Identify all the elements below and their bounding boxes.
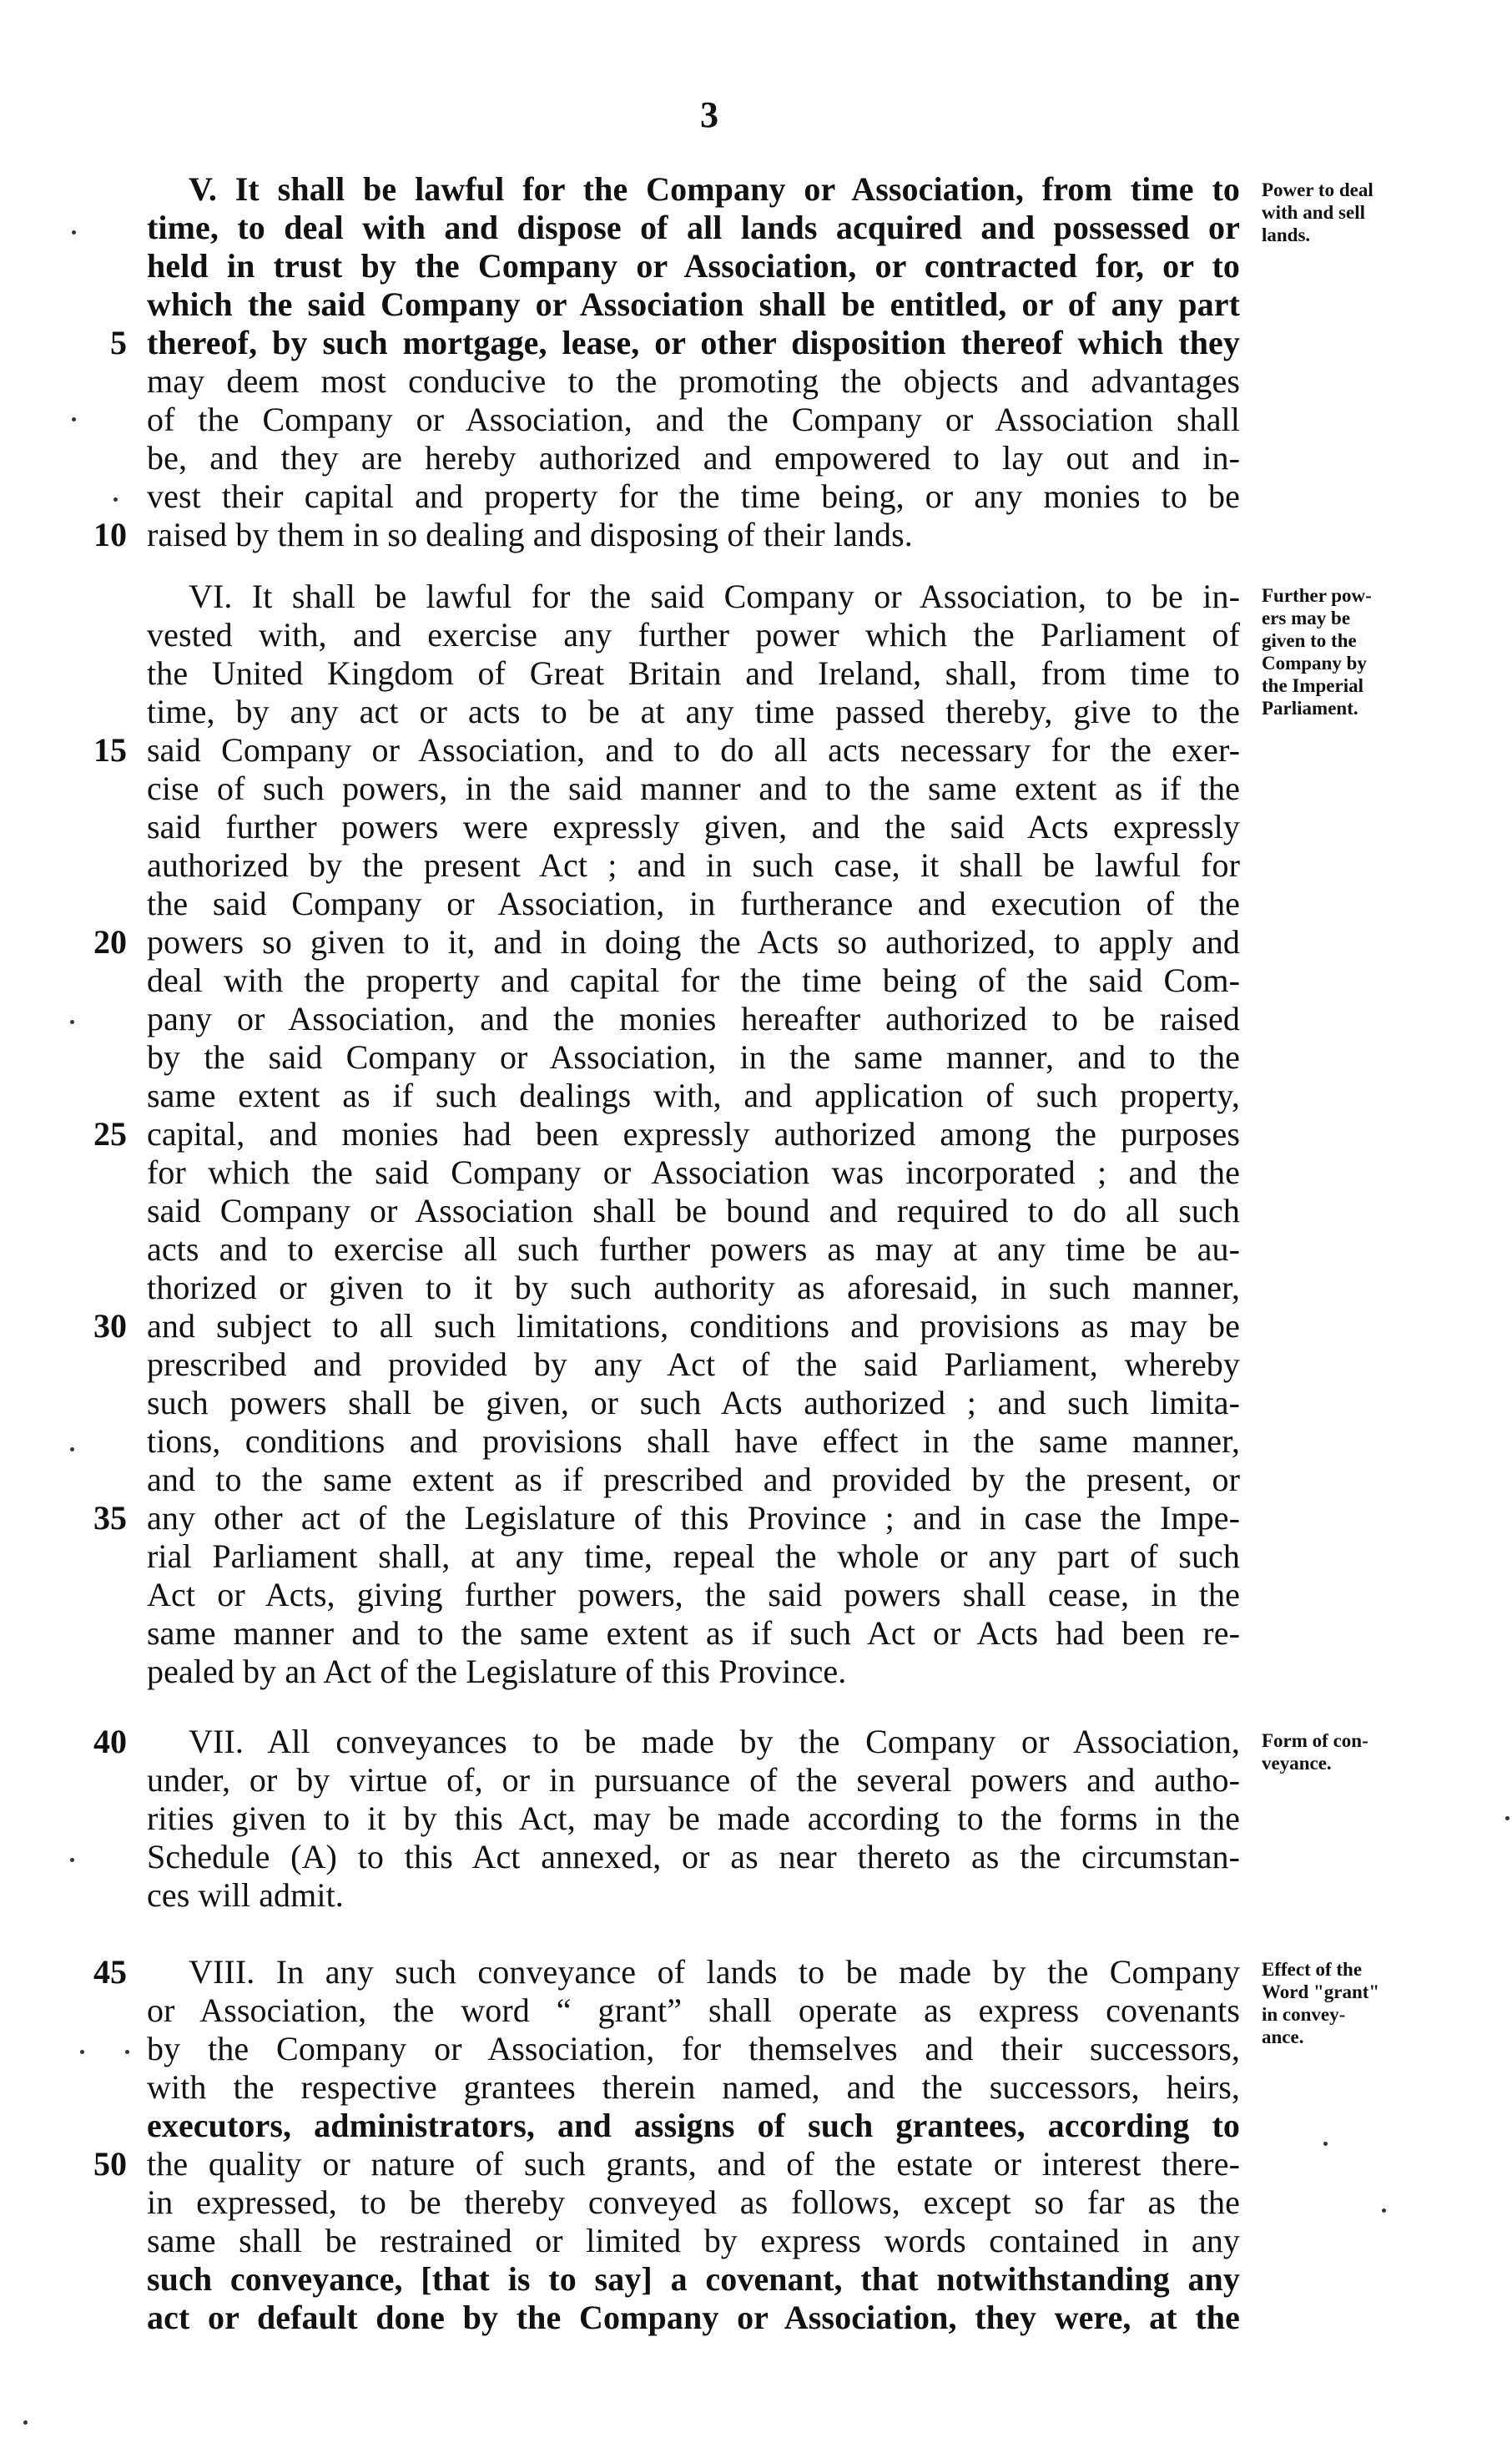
body-line: time, by any act or acts to be at any time passed thereby, give to the bbox=[147, 693, 1240, 730]
margin-note-line: Form of con- bbox=[1262, 1730, 1368, 1751]
body-line: or Association, the word “ grant” shall operate as express covenants bbox=[147, 1991, 1240, 2029]
body-line: the United Kingdom of Great Britain and Ireland, shall, from time to bbox=[147, 654, 1240, 692]
line-number: 10 bbox=[93, 516, 127, 553]
body-line: any other act of the Legislature of this Province ; and in case the Impe- bbox=[147, 1499, 1240, 1537]
body-line: said further powers were expressly given, and the said Acts expressly bbox=[147, 808, 1240, 845]
body-line: such powers shall be given, or such Acts authorized ; and such limita- bbox=[147, 1384, 1240, 1421]
body-line: and subject to all such limitations, conditions and provisions as may be bbox=[147, 1307, 1240, 1345]
scan-speck bbox=[70, 1447, 74, 1451]
line-number: 45 bbox=[93, 1953, 127, 1991]
body-line: and to the same extent as if prescribed and provided by the present, or bbox=[147, 1461, 1240, 1498]
scan-speck bbox=[70, 1858, 74, 1862]
body-line: same shall be restrained or limited by express words contained in any bbox=[147, 2222, 1240, 2259]
margin-note-line: in convey- bbox=[1262, 2004, 1346, 2025]
body-line: with the respective grantees therein named, and the successors, heirs, bbox=[147, 2068, 1240, 2106]
body-line: may deem most conducive to the promoting the objects and advantages bbox=[147, 362, 1240, 400]
scan-speck bbox=[125, 2050, 129, 2054]
body-line: in expressed, to be thereby conveyed as follows, except so far as the bbox=[147, 2183, 1240, 2221]
margin-note-line: Company by bbox=[1262, 653, 1367, 674]
margin-note-line: Effect of the bbox=[1262, 1959, 1363, 1980]
line-number: 15 bbox=[93, 731, 127, 769]
body-line: pealed by an Act of the Legislature of this Province. bbox=[147, 1653, 847, 1690]
line-number: 40 bbox=[93, 1723, 127, 1760]
scan-speck bbox=[70, 1020, 74, 1024]
body-line: of the Company or Association, and the Company or Association shall bbox=[147, 401, 1240, 438]
scan-speck bbox=[72, 230, 76, 235]
margin-note-line: Word "grant" bbox=[1262, 1981, 1380, 2002]
scan-speck bbox=[80, 2050, 84, 2054]
line-number: 20 bbox=[93, 923, 127, 961]
body-line: thereof, by such mortgage, lease, or other disposition thereof which they bbox=[147, 324, 1240, 361]
margin-note bbox=[1262, 1729, 1487, 1774]
line-number: 5 bbox=[110, 324, 127, 361]
body-line: VI. It shall be lawful for the said Company or Association, to be in- bbox=[189, 578, 1240, 615]
margin-note bbox=[1262, 584, 1487, 719]
scan-speck bbox=[23, 2420, 28, 2425]
margin-note-line: veyance. bbox=[1262, 1753, 1332, 1774]
body-line: by the said Company or Association, in the same manner, and to the bbox=[147, 1038, 1240, 1076]
body-line: same extent as if such dealings with, and application of such property, bbox=[147, 1077, 1240, 1114]
page-number: 3 bbox=[700, 94, 718, 135]
body-line: executors, administrators, and assigns of such grantees, according to bbox=[147, 2107, 1240, 2144]
line-number: 35 bbox=[93, 1499, 127, 1537]
body-line: tions, conditions and provisions shall have effect in the same manner, bbox=[147, 1422, 1240, 1460]
body-line: by the Company or Association, for themselves and their successors, bbox=[147, 2030, 1240, 2067]
body-line: powers so given to it, and in doing the Acts so authorized, to apply and bbox=[147, 923, 1240, 961]
margin-note-line: Further pow- bbox=[1262, 585, 1372, 606]
body-line: raised by them in so dealing and disposing of their lands. bbox=[147, 516, 913, 553]
margin-note-line: given to the bbox=[1262, 630, 1357, 651]
body-line: VIII. In any such conveyance of lands to be made by the Company bbox=[189, 1953, 1240, 1991]
body-line: rial Parliament shall, at any time, repeal the whole or any part of such bbox=[147, 1537, 1240, 1575]
body-line: be, and they are hereby authorized and empowered to lay out and in- bbox=[147, 439, 1240, 477]
body-line: V. It shall be lawful for the Company or Association, from time to bbox=[189, 170, 1240, 208]
margin-note-line: ance. bbox=[1262, 2027, 1304, 2047]
body-line: said Company or Association shall be bound and required to do all such bbox=[147, 1192, 1240, 1229]
scan-speck bbox=[113, 497, 118, 502]
margin-note-line: with and sell bbox=[1262, 202, 1365, 223]
scan-speck bbox=[72, 417, 76, 421]
body-line: rities given to it by this Act, may be made according to the forms in the bbox=[147, 1799, 1240, 1837]
body-line: capital, and monies had been expressly authorized among the purposes bbox=[147, 1115, 1240, 1153]
body-line: thorized or given to it by such authority as aforesaid, in such manner, bbox=[147, 1269, 1240, 1306]
line-number: 25 bbox=[93, 1115, 127, 1153]
body-line: VII. All conveyances to be made by the Company or Association, bbox=[189, 1723, 1240, 1760]
body-line: acts and to exercise all such further powers as may at any time be au- bbox=[147, 1230, 1240, 1268]
body-line: time, to deal with and dispose of all lands acquired and possessed or bbox=[147, 209, 1240, 246]
body-line: same manner and to the same extent as if such Act or Acts had been re- bbox=[147, 1614, 1240, 1652]
margin-note-line: ers may be bbox=[1262, 608, 1351, 628]
body-line: authorized by the present Act ; and in such case, it shall be lawful for bbox=[147, 846, 1240, 884]
scan-speck bbox=[1323, 2142, 1328, 2146]
body-line: cise of such powers, in the said manner and to the same extent as if the bbox=[147, 770, 1240, 807]
body-line: act or default done by the Company or Association, they were, at the bbox=[147, 2299, 1240, 2336]
body-line: vest their capital and property for the time being, or any monies to be bbox=[147, 477, 1240, 515]
body-line: Act or Acts, giving further powers, the said powers shall cease, in the bbox=[147, 1576, 1240, 1613]
margin-note-line: Parliament. bbox=[1262, 698, 1358, 719]
margin-note bbox=[1262, 179, 1487, 246]
body-line: the quality or nature of such grants, and of the estate or interest there- bbox=[147, 2145, 1240, 2183]
body-line: deal with the property and capital for the time being of the said Com- bbox=[147, 962, 1240, 999]
scan-speck bbox=[1382, 2208, 1386, 2213]
body-line: for which the said Company or Association was incorporated ; and the bbox=[147, 1153, 1240, 1191]
margin-note bbox=[1262, 1958, 1487, 2048]
body-line: held in trust by the Company or Association, or contracted for, or to bbox=[147, 247, 1240, 285]
body-line: such conveyance, [that is to say] a covenant, that notwithstanding any bbox=[147, 2260, 1240, 2298]
body-line: prescribed and provided by any Act of the said Parliament, whereby bbox=[147, 1345, 1240, 1383]
line-number: 50 bbox=[93, 2145, 127, 2183]
body-line: the said Company or Association, in furtherance and execution of the bbox=[147, 885, 1240, 922]
body-line: ces will admit. bbox=[147, 1876, 344, 1914]
margin-note-line: the Imperial bbox=[1262, 675, 1364, 696]
body-line: said Company or Association, and to do all acts necessary for the exer- bbox=[147, 731, 1240, 769]
body-line: pany or Association, and the monies hereafter authorized to be raised bbox=[147, 1000, 1240, 1037]
margin-note-line: lands. bbox=[1262, 225, 1311, 245]
line-number: 30 bbox=[93, 1307, 127, 1345]
body-line: Schedule (A) to this Act annexed, or as near thereto as the circumstan- bbox=[147, 1838, 1240, 1875]
body-line: which the said Company or Association shall be entitled, or of any part bbox=[147, 285, 1240, 323]
margin-note-line: Power to deal bbox=[1262, 179, 1373, 200]
body-line: vested with, and exercise any further power which the Parliament of bbox=[147, 616, 1240, 654]
body-line: under, or by virtue of, or in pursuance of the several powers and autho- bbox=[147, 1761, 1240, 1799]
scan-speck bbox=[1505, 1816, 1509, 1820]
